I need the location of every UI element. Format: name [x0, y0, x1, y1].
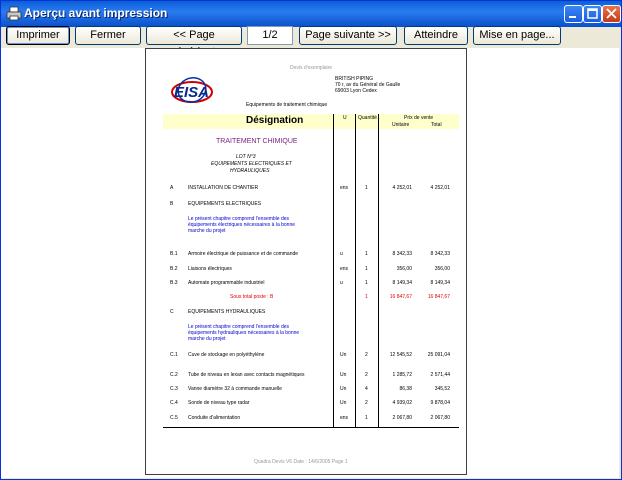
- page-footer: Quadra Devis V6 Date : 14/6/2005 Page 1: [254, 459, 348, 465]
- row-pu: 356,00: [396, 266, 412, 272]
- row-total: 2 571,44: [430, 372, 450, 378]
- row-qty: 4: [365, 386, 368, 392]
- close-button[interactable]: Fermer: [75, 26, 141, 45]
- col-divider-qty: [355, 114, 356, 427]
- header-quantity: Quantité: [358, 115, 377, 121]
- row-label: Cuve de stockage en polyéthylène: [188, 352, 265, 358]
- row-label: Armoire électrique de puissance et de commande: [188, 251, 299, 257]
- row-qty: 2: [365, 352, 368, 358]
- row-label: Tube de niveau en lexan avec contacts magnétiques: [188, 372, 305, 378]
- row-total: 2 067,80: [430, 415, 450, 421]
- row-label: marche du projet: [188, 228, 226, 234]
- lot-line-1: LOT N°3: [236, 154, 256, 160]
- row-label: équipements hydrauliques nécessaires à la bonne: [188, 330, 300, 336]
- row-qty: 1: [365, 266, 368, 272]
- header-price: Prix de vente: [404, 115, 434, 121]
- row-pu: 2 067,80: [392, 415, 412, 421]
- section-title: TRAITEMENT CHIMIQUE: [216, 138, 298, 145]
- row-label: Automate programmable industriel: [188, 280, 265, 286]
- maximize-icon: [584, 6, 601, 22]
- eisa-logo: [168, 74, 218, 106]
- row-pu: 16 847,67: [389, 294, 412, 300]
- lot-line-3: HYDRAULIQUES: [230, 168, 270, 174]
- row-total: 356,00: [434, 266, 450, 272]
- row-unit: ens: [340, 185, 349, 191]
- close-window-button[interactable]: [602, 5, 621, 23]
- row-ref: B.3: [170, 280, 178, 286]
- maximize-button[interactable]: [583, 5, 602, 23]
- row-ref: B: [170, 201, 174, 207]
- row-label: Sonde de niveau type radar: [188, 400, 250, 406]
- company-line-3: 69003 Lyon Cedex: [335, 88, 377, 94]
- row-pu: 8 342,33: [392, 251, 412, 257]
- next-page-button[interactable]: Page suivante >>: [299, 26, 397, 45]
- row-total: 16 847,67: [427, 294, 450, 300]
- row-qty: 1: [365, 415, 368, 421]
- row-unit: ens: [340, 266, 349, 272]
- row-label: Le présent chapitre comprend l'ensemble des: [188, 324, 290, 330]
- title-bar[interactable]: [1, 1, 621, 27]
- row-ref: C.2: [170, 372, 178, 378]
- minimize-button[interactable]: [564, 5, 583, 23]
- row-label: EQUIPEMENTS HYDRAULIQUES: [188, 309, 266, 315]
- row-ref: C.5: [170, 415, 178, 421]
- col-divider-price: [378, 114, 379, 427]
- row-label: Le présent chapitre comprend l'ensemble des: [188, 216, 290, 222]
- row-total: 25 091,04: [427, 352, 450, 358]
- row-total: 4 252,01: [430, 185, 450, 191]
- close-icon: [603, 6, 620, 22]
- row-pu: 12 545,52: [389, 352, 412, 358]
- row-pu: 4 252,01: [392, 185, 412, 191]
- row-qty: 1: [365, 185, 368, 191]
- row-ref: C.3: [170, 386, 178, 392]
- row-ref: B.1: [170, 251, 178, 257]
- row-unit: Un: [340, 400, 347, 406]
- row-total: 9 878,04: [430, 400, 450, 406]
- page-setup-button[interactable]: Mise en page...: [473, 26, 561, 45]
- row-total: 345,52: [434, 386, 450, 392]
- window-title: Aperçu avant impression: [24, 6, 168, 20]
- row-total: 8 149,34: [430, 280, 450, 286]
- row-ref: A: [170, 185, 174, 191]
- page-header-text: Devis d'exemplaire: [290, 65, 333, 71]
- goto-button[interactable]: Atteindre: [404, 26, 468, 45]
- row-unit: Un: [340, 352, 347, 358]
- row-pu: 4 939,02: [392, 400, 412, 406]
- header-unit: U: [343, 115, 347, 121]
- row-unit: ens: [340, 415, 349, 421]
- row-unit: u: [340, 280, 343, 286]
- row-qty: 1: [365, 280, 368, 286]
- row-qty: 2: [365, 372, 368, 378]
- header-designation: Désignation: [246, 115, 304, 126]
- row-label: équipements électriques nécessaires à la bonne: [188, 222, 296, 228]
- header-unit-price: Unitaire: [392, 122, 410, 128]
- company-line-2: 70 r, av du Général de Gaulle: [335, 82, 401, 88]
- previous-page-button[interactable]: << Page: [146, 26, 242, 45]
- row-ref: B.2: [170, 266, 178, 272]
- row-label: Conduite d'alimentation: [188, 415, 241, 421]
- header-total: Total: [431, 122, 442, 128]
- document-subject: Equipements de traitement chimique: [246, 102, 328, 108]
- row-ref: C.1: [170, 352, 178, 358]
- col-divider-unit: [333, 114, 334, 427]
- row-unit: Un: [340, 372, 347, 378]
- document-page: [145, 48, 467, 475]
- row-pu: 1 285,72: [392, 372, 412, 378]
- page-number-field[interactable]: 1/2: [247, 26, 293, 45]
- logo-text: EISA: [174, 84, 210, 101]
- row-qty: 1: [365, 294, 368, 300]
- lot-line-2: EQUIPEMENTS ELECTRIQUES ET: [211, 161, 292, 167]
- row-label: Vanne diamètre 32 à commande manuelle: [188, 386, 282, 392]
- row-qty: 2: [365, 400, 368, 406]
- row-ref: C: [170, 309, 174, 315]
- company-line-1: BRITISH PIPING: [335, 76, 374, 82]
- row-qty: 1: [365, 251, 368, 257]
- row-label: Liaisons électriques: [188, 266, 232, 272]
- table-bottom-line: [163, 427, 459, 428]
- row-total: 8 342,33: [430, 251, 450, 257]
- row-pu: 8 149,34: [392, 280, 412, 286]
- row-label: INSTALLATION DE CHANTIER: [188, 185, 259, 191]
- printer-icon: [6, 6, 22, 21]
- row-label: Sous total poste : B: [230, 294, 274, 300]
- row-label: marche du projet: [188, 336, 226, 342]
- minimize-icon: [565, 6, 582, 22]
- row-ref: C.4: [170, 400, 178, 406]
- row-unit: Un: [340, 386, 347, 392]
- row-pu: 86,38: [399, 386, 412, 392]
- print-button[interactable]: Imprimer: [6, 26, 70, 45]
- row-label: EQUIPEMENTS ELECTRIQUES: [188, 201, 262, 207]
- row-unit: u: [340, 251, 343, 257]
